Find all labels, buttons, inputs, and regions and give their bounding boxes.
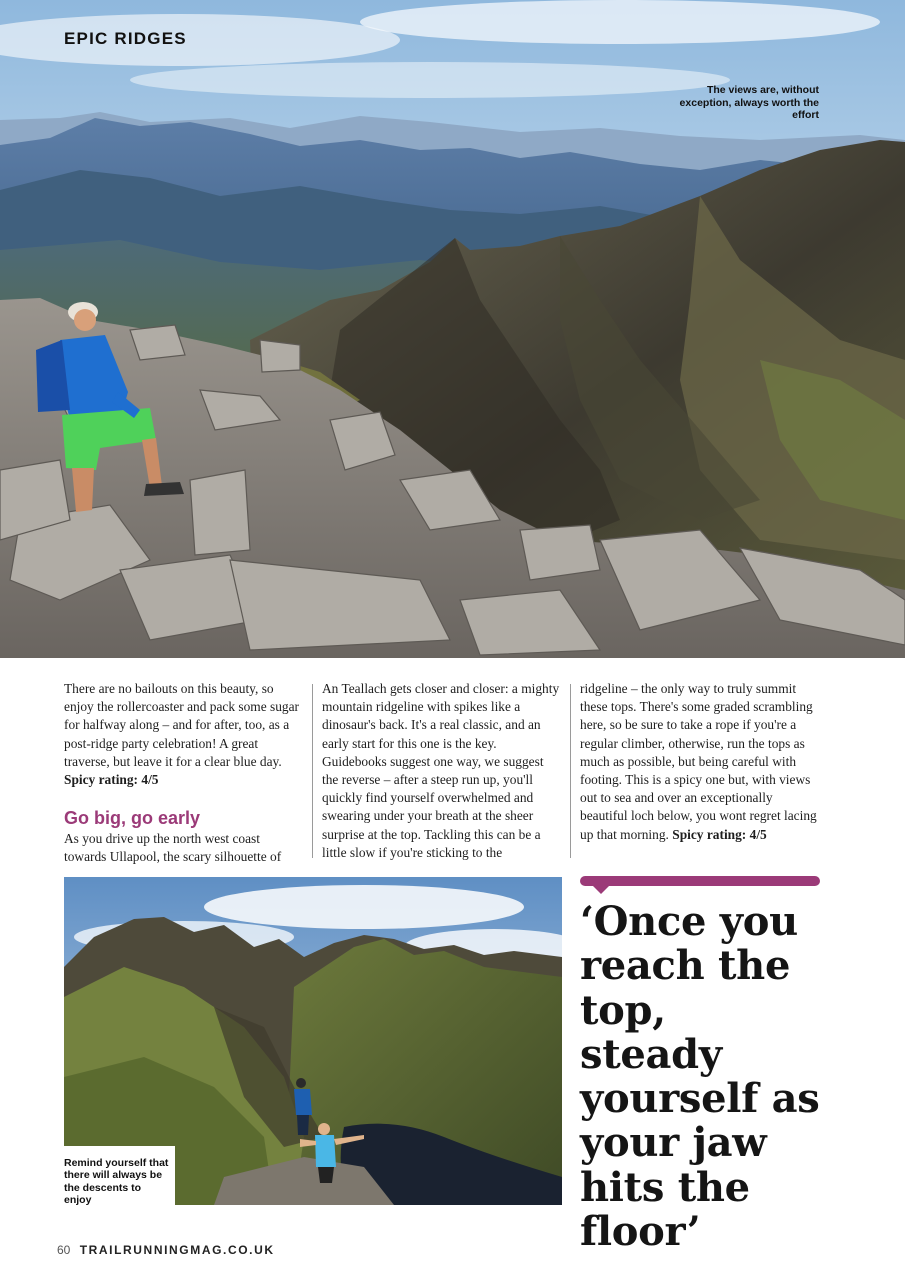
site-url: TRAILRUNNINGMAG.CO.UK: [79, 1243, 275, 1257]
section-label: EPIC RIDGES: [64, 29, 187, 48]
subheading: Go big, go early: [64, 808, 201, 829]
secondary-photo: [64, 877, 562, 1205]
spicy-rating-2: Spicy rating: 4/5: [672, 826, 767, 842]
column-1-paragraph-2: As you drive up the north west coast towards Ullapool, the scary silhouette of: [64, 831, 282, 865]
column-divider-1: [312, 684, 313, 858]
pullquote-notch: [592, 885, 610, 894]
column-3-text: ridgeline – the only way to truly summit these tops. There's some graded scrambling here, so be sure to take a rope if you're a regular climber, otherwise, run the tops as much as possible, but being careful with footing. This is a spicy one but, with views out to sea and over an exceptionally beautiful loch below, you wont regret lacing up that morning.: [580, 681, 817, 842]
spicy-rating-1: Spicy rating: 4/5: [64, 772, 159, 788]
column-1-paragraph: [64, 680, 302, 789]
column-2-paragraph: An Teallach gets closer and closer: a mighty mountain ridgeline with spikes like a dinosaur's back. It's a real classic, and an early start for this one is the key. Guidebooks suggest one way, we suggest the reverse – after a steep run up, you'll quickly find yourself overwhelmed and swearing under your breath at the sheer surprise at the top. Tackling this can be a little slow if you're sticking to the: [322, 681, 560, 860]
hero-caption: The views are, without exception, always worth the effort: [679, 84, 819, 121]
pullquote-bar: [580, 876, 820, 886]
column-3-paragraph: [580, 680, 818, 844]
column-2: [322, 680, 560, 862]
column-1: [64, 680, 302, 867]
column-1-text: There are no bailouts on this beauty, so enjoy the rollercoaster and pack some sugar for halfway along – and for after, too, as a post-ridge party celebration! A great traverse, but leave it for a clear blue day.: [64, 681, 299, 769]
column-3: [580, 680, 818, 844]
page-footer: [57, 1243, 275, 1257]
column-divider-2: [570, 684, 571, 858]
pullquote: ‘Once you reach the top, steady yourself as your jaw hits the floor’: [580, 898, 820, 1256]
photo-caption: Remind yourself that there will always be the descents to enjoy: [64, 1146, 175, 1205]
page-number: 60: [57, 1243, 71, 1257]
